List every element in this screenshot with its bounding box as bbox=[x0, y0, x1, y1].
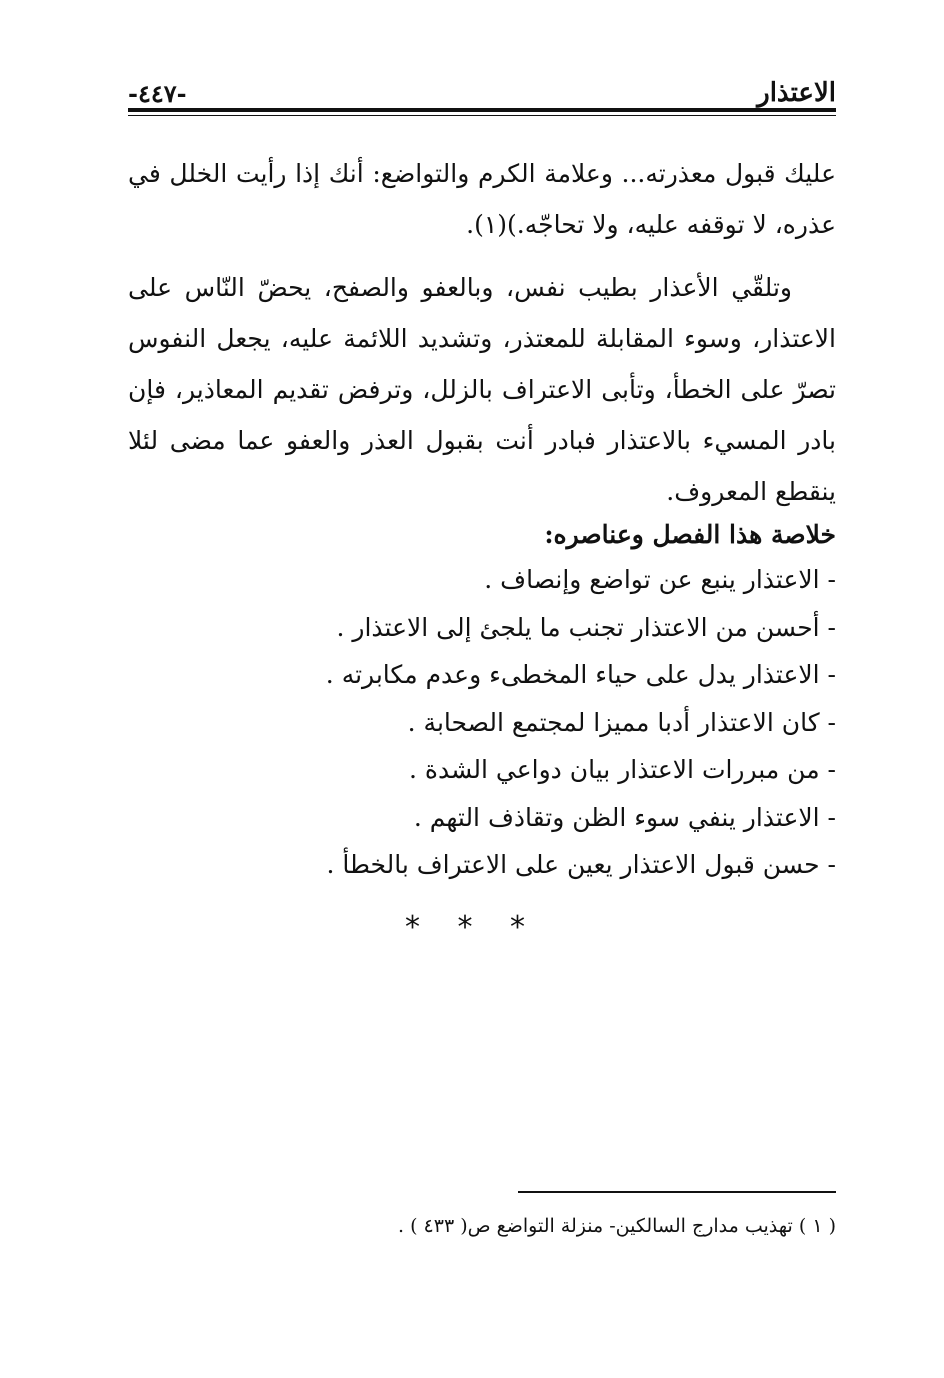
list-item: - الاعتذار يدل على حياء المخطىء وعدم مكابرته . bbox=[325, 660, 836, 689]
body-text bbox=[128, 148, 836, 517]
list-item: - حسن قبول الاعتذار يعين على الاعتراف بالخطأ . bbox=[326, 850, 836, 879]
list-item: - من مبررات الاعتذار بيان دواعي الشدة . bbox=[408, 755, 836, 784]
list-item: - كان الاعتذار أدبا مميزا لمجتمع الصحابة . bbox=[407, 707, 836, 737]
page-header bbox=[128, 66, 836, 106]
page-number: -٤٤٧- bbox=[128, 79, 187, 108]
summary-heading: خلاصة هذا الفصل وعناصره: bbox=[544, 520, 836, 549]
paragraph: عليك قبول معذرته... وعلامة الكرم والتواضع: أنك إذا رأيت الخلل في عذره، لا توقفه عليه، ولا تحاجّه.)(١). bbox=[128, 159, 836, 239]
summary-list bbox=[128, 556, 836, 889]
list-item: - الاعتذار ينفي سوء الظن وتقاذف التهم . bbox=[413, 802, 836, 832]
paragraph: وتلقّي الأعذار بطيب نفس، وبالعفو والصفح، يحضّ النّاس على الاعتذار، وسوء المقابلة للمعتذر، وتشديد اللائمة عليه، يجعل النفوس تصرّ على الخطأ، وتأبى الاعتراف بالزلل، وترفض تقديم المعاذير، فإن بادر المسيء بالاعتذار فبادر أنت بقبول العذر والعفو عما مضى لئلا ينقطع المعروف. bbox=[128, 273, 836, 506]
footnote-rule bbox=[518, 1191, 836, 1193]
section-separator: * * * bbox=[404, 910, 540, 945]
header-rule-thick bbox=[128, 108, 836, 112]
running-title: الاعتذار bbox=[757, 78, 836, 108]
list-item: - أحسن من الاعتذار تجنب ما يلجئ إلى الاعتذار . bbox=[336, 612, 836, 642]
header-rule-thin bbox=[128, 115, 836, 116]
footnote: ( ١ ) تهذيب مدارج السالكين- منزلة التواضع ص( ٤٣٣ ) . bbox=[398, 1215, 836, 1237]
list-item: - الاعتذار ينبع عن تواضع وإنصاف . bbox=[484, 565, 836, 594]
